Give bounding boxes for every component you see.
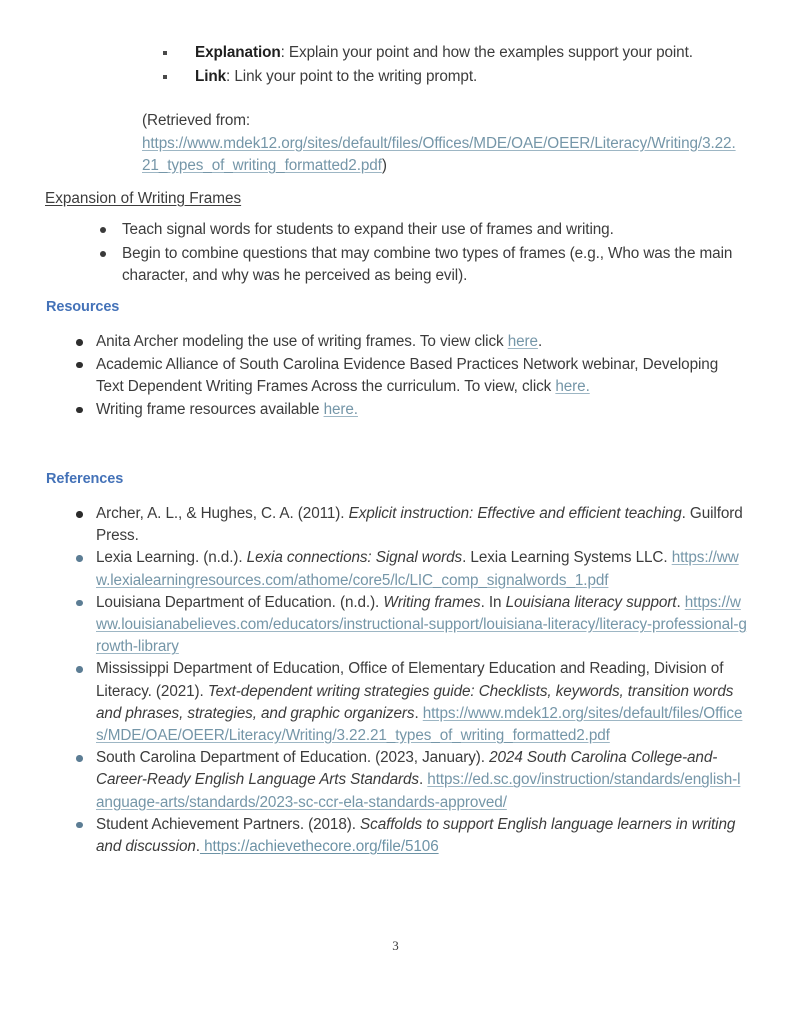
reference-after-title: .	[414, 704, 423, 722]
reference-title: Scaffolds to support English language learners in writing and discussion	[96, 815, 736, 856]
expansion-heading: Expansion of Writing Frames	[45, 190, 242, 207]
step-separator: :	[280, 44, 289, 61]
resource-text: Anita Archer modeling the use of writing frames. To view click	[96, 333, 508, 350]
reference-item	[76, 658, 748, 747]
resources-list	[76, 331, 746, 421]
reference-item	[76, 592, 748, 659]
reference-after-title: .	[418, 771, 428, 789]
reference-author: Student Achievement Partners. (2018).	[96, 815, 361, 833]
reference-title: 2024 South Carolina College-and-Career-Ready English Language Arts Standards	[96, 749, 718, 789]
reference-title: Lexia connections: Signal words	[246, 549, 463, 567]
resource-text: Academic Alliance of South Carolina Evidence Based Practices Network webinar, Developing Text Dependent Writing Frames Across the curriculum. To view, click	[96, 355, 719, 395]
references-heading: References	[46, 471, 124, 487]
page-number: 3	[392, 938, 399, 953]
list-item: Begin to combine questions that may combine two types of frames (e.g., Who was the main character, and why was he perceived as being evil).	[100, 243, 740, 288]
reference-author: Louisiana Department of Education. (n.d.).	[96, 593, 384, 611]
reference-after-title: .	[195, 838, 200, 856]
reference-author: South Carolina Department of Education. (2023, January).	[96, 749, 490, 767]
retrieved-from-note	[142, 110, 742, 178]
list-item: Teach signal words for students to expand their use of frames and writing.	[100, 219, 740, 242]
reference-after-title: . Lexia Learning Systems LLC.	[462, 549, 672, 567]
reference-item	[76, 503, 748, 547]
reference-author: Mississippi Department of Education, Office of Elementary Education and Reading, Division of Literacy. (2021).	[96, 660, 724, 700]
reference-title: Explicit instruction: Effective and efficient teaching	[348, 505, 682, 522]
step-text: Explain your point and how the examples support your point.	[288, 44, 693, 61]
reference-link[interactable]: https://www.mdek12.org/sites/default/files/Offices/MDE/OAE/OEER/Literacy/Writing/3.22.21_types_of_writing_formatted2.pdf	[96, 704, 743, 745]
reference-link[interactable]: https://www.lexialearningresources.com/athome/core5/lc/LIC_comp_signalwords_1.pdf	[96, 549, 739, 589]
reference-title: Writing frames	[383, 593, 481, 611]
references-list	[76, 503, 748, 858]
resources-heading: Resources	[46, 299, 120, 315]
list-item	[76, 331, 746, 354]
reference-author: Archer, A. L., & Hughes, C. A. (2011).	[96, 505, 349, 522]
retrieved-suffix: )	[381, 157, 387, 174]
list-item	[160, 42, 735, 65]
reference-link[interactable]: https://ed.sc.gov/instruction/standards/english-language-arts/standards/2023-sc-ccr-ela-standards-approved/	[96, 771, 741, 811]
step-separator: :	[226, 67, 235, 85]
step-term: Link	[195, 67, 227, 85]
resource-link[interactable]: here.	[323, 400, 358, 418]
reference-after-title: . In	[480, 593, 506, 611]
reference-item	[76, 814, 748, 858]
reference-link[interactable]: https://www.louisianabelieves.com/educators/instructional-support/louisiana-literacy/literacy-professional-growth-library	[96, 593, 747, 656]
list-item	[76, 354, 746, 399]
reference-after-container: .	[676, 593, 685, 611]
retrieved-source-link[interactable]: https://www.mdek12.org/sites/default/files/Offices/MDE/OAE/OEER/Literacy/Writing/3.22.21_types_of_writing_formatted2.pdf	[142, 134, 736, 174]
expansion-list	[100, 219, 740, 289]
resource-link[interactable]: here	[507, 333, 538, 350]
strategy-steps-list	[160, 42, 735, 89]
retrieved-prefix: (Retrieved from:	[142, 112, 251, 129]
reference-link[interactable]: https://achievethecore.org/file/5106	[199, 838, 439, 856]
resource-tail: .	[537, 333, 543, 350]
reference-item	[76, 747, 748, 814]
step-text: Link your point to the writing prompt.	[234, 67, 478, 85]
step-term: Explanation	[195, 44, 281, 61]
reference-author: Lexia Learning. (n.d.).	[96, 549, 247, 567]
resource-text: Writing frame resources available	[96, 400, 324, 418]
reference-item	[76, 547, 748, 591]
list-item	[76, 399, 746, 422]
reference-container: Louisiana literacy support	[505, 593, 677, 611]
resource-link[interactable]: here.	[555, 378, 590, 395]
reference-title: Text-dependent writing strategies guide: Checklists, keywords, transition words and phrases, strategies, and graphic organizers	[96, 682, 734, 722]
list-item	[160, 66, 735, 89]
reference-after-title: . Guilford Press.	[96, 505, 743, 545]
